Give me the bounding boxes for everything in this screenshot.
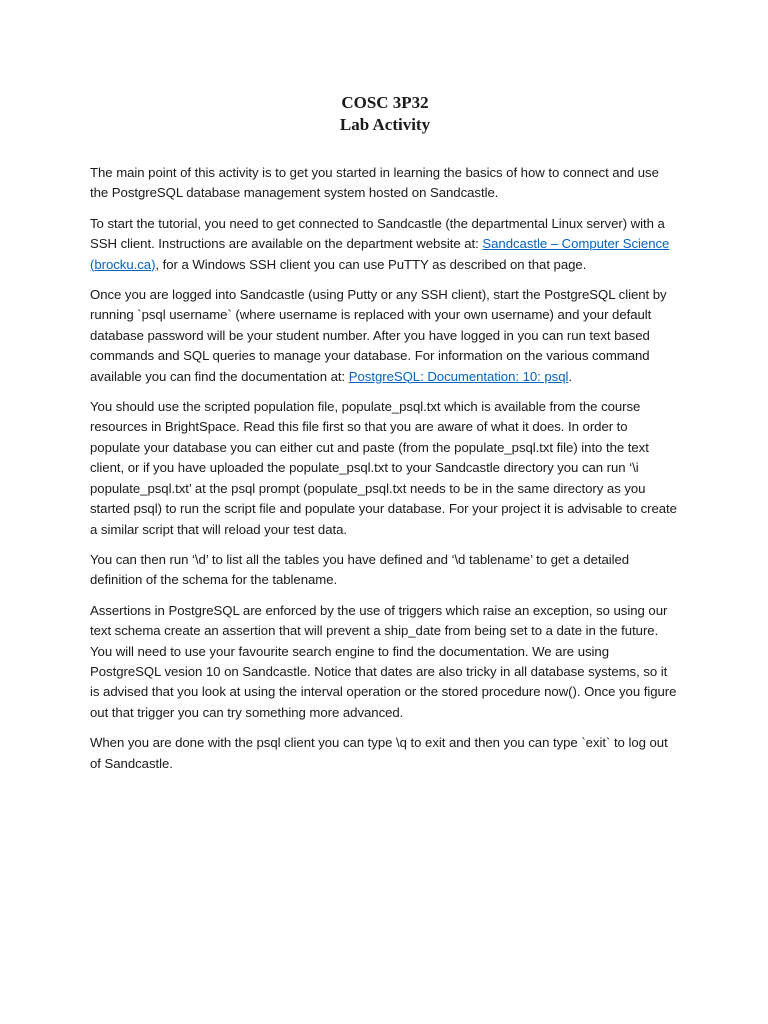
connect-text-before: To start the tutorial, you need to get connected to Sandcastle (the departmental Linux server) with a SSH client. Instructions are available on the department website at: bbox=[90, 215, 665, 252]
describe-paragraph: You can then run ‘\d’ to list all the tables you have defined and ‘\d tablename’ to get a detailed definition of the schema for the tablename. bbox=[90, 551, 630, 588]
psql-paragraph bbox=[90, 285, 680, 387]
document-subtitle: Lab Activity bbox=[339, 115, 431, 134]
psql-text-after: . bbox=[568, 368, 573, 384]
connect-text-after: , for a Windows SSH client you can use PuTTY as described on that page. bbox=[155, 256, 587, 272]
psql-text-before: Once you are logged into Sandcastle (using Putty or any SSH client), start the PostgreSQL client by running `psql username` (where username is replaced with your own username) and your default database password will be your student number. After you have logged in you can run text based commands and SQL queries to manage your database. For information on the various command available you can find the documentation at: bbox=[90, 287, 667, 384]
connect-paragraph bbox=[90, 214, 680, 275]
populate-paragraph: You should use the scripted population file, populate_psql.txt which is available from the course resources in BrightSpace. Read this file first so that you are aware of what it does. In order to populate your database you can either cut and paste (from the populate_psql.txt file) into the text client, or if you have uploaded the populate_psql.txt to your Sandcastle directory you can run ‘\i populate_psql.txt’ at the psql prompt (populate_psql.txt needs to be in the same directory as you started psql) to run the script file and populate your database. For your project it is advisable to create a similar script that will reload your test data. bbox=[90, 399, 677, 537]
assertions-paragraph: Assertions in PostgreSQL are enforced by the use of triggers which raise an exception, so using our text schema create an assertion that will prevent a ship_date from being set to a date in the future. You will need to use your favourite search engine to find the documentation. We are using PostgreSQL vesion 10 on Sandcastle. Notice that dates are also tricky in all database systems, so it is advised that you look at using the interval operation or the stored procedure now(). Once you figure out that trigger you can try something more advanced. bbox=[90, 602, 677, 720]
document-page bbox=[90, 92, 680, 784]
intro-paragraph: The main point of this activity is to get you started in learning the basics of how to connect and use the PostgreSQL database management system hosted on Sandcastle. bbox=[90, 165, 659, 201]
course-code: COSC 3P32 bbox=[341, 93, 429, 112]
document-title bbox=[90, 92, 680, 136]
exit-paragraph: When you are done with the psql client you can type \q to exit and then you can type `exit` to log out of Sandcastle. bbox=[90, 735, 668, 771]
sandcastle-link[interactable]: Sandcastle – Computer Science (brocku.ca) bbox=[90, 236, 670, 272]
postgresql-docs-link[interactable]: PostgreSQL: Documentation: 10: psql bbox=[348, 368, 569, 384]
